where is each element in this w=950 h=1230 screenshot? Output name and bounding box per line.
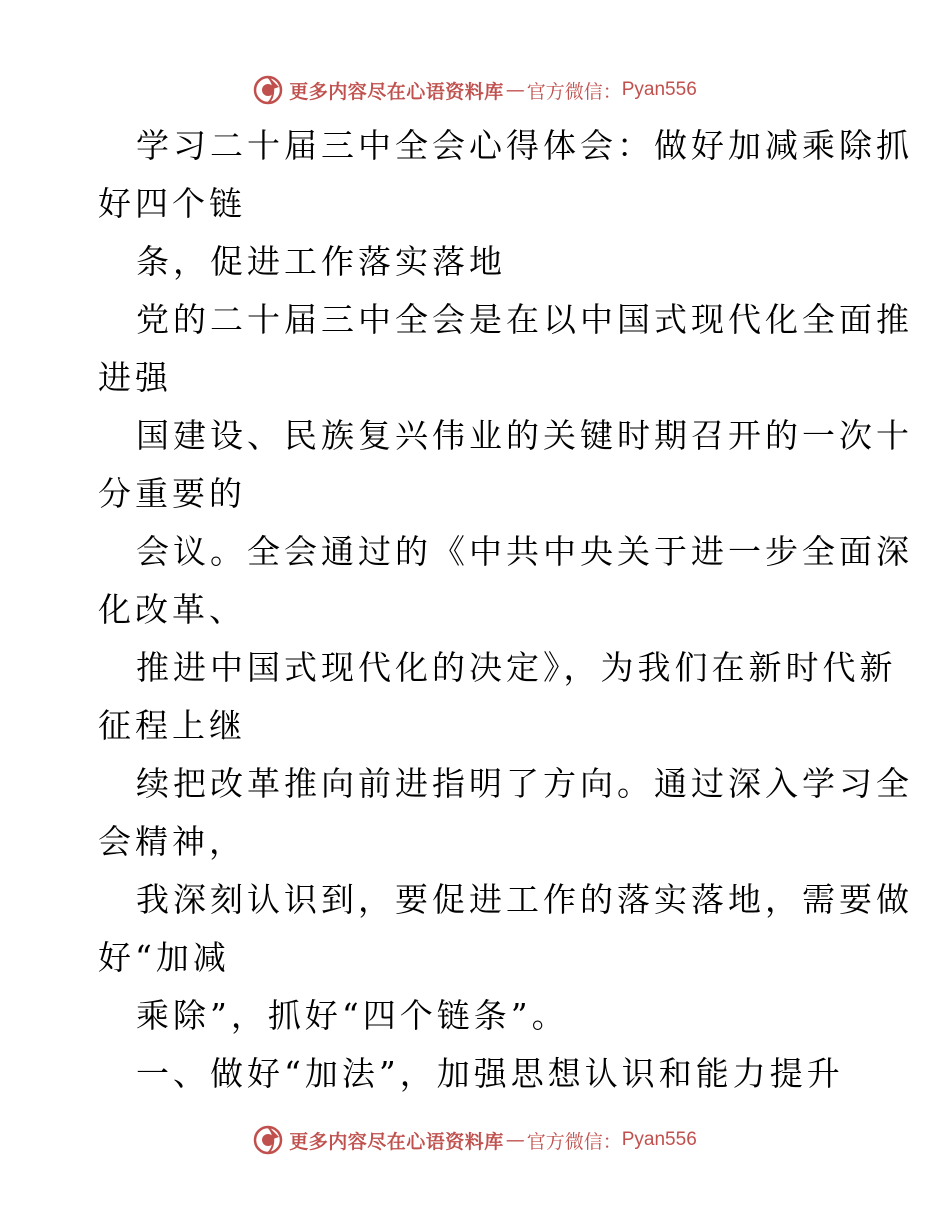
text-line: 好“加减	[98, 938, 230, 977]
footer-watermark-banner	[0, 1120, 950, 1160]
text-line: 我深刻认识到，要促进工作的落实落地，需要做	[136, 880, 913, 919]
text-line: 会议。全会通过的《中共中央关于进一步全面深	[136, 532, 913, 571]
text-line: 分重要的	[98, 474, 246, 513]
watermark-handle: Pyan556	[621, 1129, 697, 1150]
text-line: 一、做好“加法”，加强思想认识和能力提升	[136, 1054, 844, 1093]
watermark-handle: Pyan556	[621, 79, 697, 100]
document-body	[98, 117, 913, 1103]
text-line: 推进中国式现代化的决定》，为我们在新时代新	[136, 648, 897, 687]
logo-icon	[253, 75, 283, 105]
watermark-dash: —	[505, 1129, 525, 1151]
watermark-label: 官方微信：	[526, 1130, 622, 1153]
text-line: 条，促进工作落实落地	[136, 242, 506, 281]
text-line: 会精神，	[98, 822, 246, 861]
text-line: 国建设、民族复兴伟业的关键时期召开的一次十	[136, 416, 913, 455]
logo-icon	[253, 1125, 283, 1155]
text-line: 乘除”，抓好“四个链条”。	[136, 996, 569, 1035]
watermark-text: 更多内容尽在心语资料库	[289, 80, 504, 103]
text-line: 续把改革推向前进指明了方向。通过深入学习全	[136, 764, 913, 803]
watermark-dash: —	[505, 79, 525, 101]
header-watermark-banner	[0, 70, 950, 110]
text-line: 党的二十届三中全会是在以中国式现代化全面推	[136, 300, 913, 339]
text-line: 进强	[98, 358, 172, 397]
watermark-label: 官方微信：	[526, 80, 622, 103]
text-line: 学习二十届三中全会心得体会：做好加减乘除抓	[136, 126, 913, 165]
text-line: 化改革、	[98, 590, 246, 629]
text-line: 征程上继	[98, 706, 246, 745]
text-line: 好四个链	[98, 184, 246, 223]
watermark-text: 更多内容尽在心语资料库	[289, 1130, 504, 1153]
